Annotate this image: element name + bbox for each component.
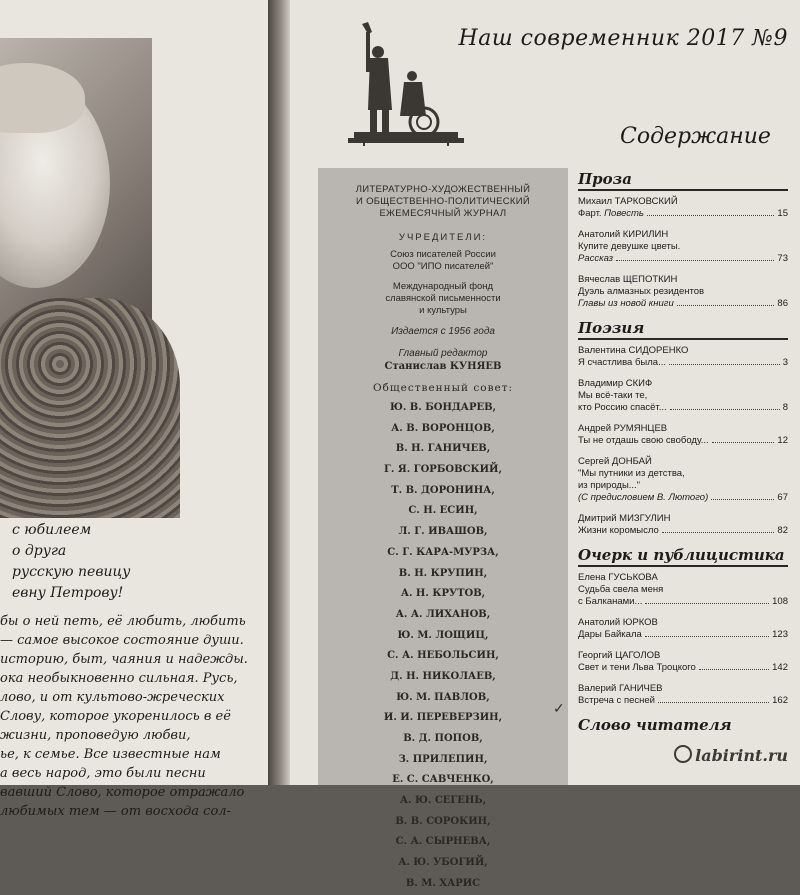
toc-line [578, 492, 788, 504]
dedication-text [0, 520, 240, 604]
toc-entry [578, 196, 788, 220]
article-body [0, 612, 250, 821]
council-member: И. И. ПЕРЕВЕРЗИН, [383, 712, 503, 724]
council-member: В. В. СОРОКИН, [395, 815, 491, 827]
table-of-contents [578, 170, 788, 740]
toc-author: Дмитрий МИЗГУЛИН [578, 513, 671, 524]
watermark [674, 745, 788, 765]
leader-dots [669, 364, 780, 365]
description-line: И ОБЩЕСТВЕННО-ПОЛИТИЧЕСКИЙ [356, 196, 530, 207]
description-line: ЛИТЕРАТУРНО-ХУДОЖЕСТВЕННЫЙ [355, 184, 531, 195]
toc-page: 86 [777, 298, 788, 309]
toc-entry [578, 683, 788, 707]
toc-page: 123 [772, 629, 788, 640]
toc-genre: Повесть [604, 208, 644, 219]
toc-entry [578, 650, 788, 674]
description-line: ЕЖЕМЕСЯЧНЫЙ ЖУРНАЛ [379, 208, 507, 219]
watermark-text: labirint.ru [695, 746, 788, 765]
book-gutter [268, 0, 290, 785]
portrait-hair [0, 63, 85, 133]
body-line: любимых тем — от восхода сол- [0, 804, 231, 819]
toc-line [578, 695, 788, 707]
toc-entry [578, 513, 788, 537]
council-member: З. ПРИЛЕПИН, [398, 753, 488, 765]
journal-title: Наш современник 2017 №9 [458, 26, 788, 51]
body-line: а весь народ, это были песни [0, 766, 206, 781]
founders-label: УЧРЕДИТЕЛИ: [398, 232, 488, 243]
toc-title: Свет и тени Льва Троцкого [578, 662, 696, 673]
body-line: бы о ней петь, её любить, любить [0, 614, 246, 629]
toc-title: Ты не отдашь свою свободу... [578, 435, 709, 446]
council-member: С. А. СЫРНЕВА, [395, 836, 491, 848]
council-member: Л. Г. ИВАШОВ, [398, 526, 488, 538]
contents-title: Содержание [620, 124, 771, 149]
council-member: Е. С. САВЧЕНКО, [392, 774, 494, 786]
toc-line [578, 629, 788, 641]
toc-author: Валерий ГАНИЧЕВ [578, 683, 663, 694]
toc-line [578, 208, 788, 220]
toc-author: Михаил ТАРКОВСКИЙ [578, 196, 678, 207]
fund-line: славянской письменности [385, 293, 501, 304]
body-line: жизни, проповедую любви, [0, 728, 191, 743]
left-page [0, 0, 268, 819]
toc-author: Анатолий ЮРКОВ [578, 617, 658, 628]
section-heading-poetry: Поэзия [578, 319, 788, 340]
toc-title: с Балканами... [578, 596, 643, 607]
council-member: А. Н. КРУТОВ, [400, 588, 486, 600]
body-line: — самое высокое состояние души. [0, 633, 244, 648]
body-line: историю, быт, чаяния и надежды. [0, 652, 248, 667]
council-member: Т. В. ДОРОНИНА, [391, 484, 495, 496]
toc-line [578, 357, 788, 369]
leader-dots [645, 636, 769, 637]
dedication-line: о друга [12, 543, 67, 559]
body-line: лово, и от культово-жреческих [0, 690, 225, 705]
council-member: А. В. ВОРОНЦОВ, [391, 422, 495, 434]
council-member: В. Н. КРУПИН, [398, 567, 488, 579]
council-member: С. Н. ЕСИН, [408, 505, 478, 517]
toc-line [578, 596, 788, 608]
toc-title: из природы..." [578, 480, 641, 491]
toc-page: 12 [777, 435, 788, 446]
toc-genre: Главы из новой книги [578, 298, 674, 309]
toc-line [578, 298, 788, 310]
toc-title: Дуэль алмазных резидентов [578, 286, 705, 297]
leader-dots [677, 305, 775, 306]
toc-page: 15 [777, 208, 788, 219]
leader-dots [645, 603, 769, 604]
toc-title: Я счастлива была... [578, 357, 666, 368]
toc-line [578, 662, 788, 674]
body-line: ока необыкновенно сильная. Русь, [0, 671, 238, 686]
council-list [318, 398, 568, 895]
toc-entry [578, 456, 788, 504]
council-label: Общественный совет: [372, 382, 514, 394]
singer-portrait [0, 38, 152, 496]
toc-page: 73 [777, 253, 788, 264]
section-heading-reader: Слово читателя [578, 716, 732, 734]
body-line: вавший Слово, которое отражало [0, 785, 245, 800]
council-member: Ю. М. ЛОЩИЦ, [397, 629, 489, 641]
toc-title: Купите девушке цветы. [578, 241, 681, 252]
toc-author: Владимир СКИФ [578, 378, 653, 389]
toc-entry [578, 617, 788, 641]
toc-title: кто Россию спасёт... [578, 402, 667, 413]
toc-line [578, 253, 788, 265]
toc-entry [578, 274, 788, 310]
council-member: В. Н. ГАНИЧЕВ, [395, 443, 491, 455]
toc-title: Жизни коромысло [578, 525, 659, 536]
toc-entry [578, 423, 788, 447]
editor-label: Главный редактор [398, 348, 488, 359]
editor-name: Станислав КУНЯЕВ [384, 361, 502, 372]
journal-description [318, 184, 568, 220]
toc-line [578, 402, 788, 414]
toc-author: Георгий ЦАГОЛОВ [578, 650, 661, 661]
toc-author: Валентина СИДОРЕНКО [578, 345, 689, 356]
council-member: С. Г. КАРА-МУРЗА, [387, 546, 499, 558]
toc-author: Андрей РУМЯНЦЕВ [578, 423, 668, 434]
toc-title: Дары Байкала [578, 629, 642, 640]
toc-title: Фарт. [578, 208, 605, 219]
toc-author: Вячеслав ЩЕПОТКИН [578, 274, 678, 285]
founder-item: ООО "ИПО писателей" [392, 261, 494, 272]
masthead-box [318, 168, 568, 889]
toc-page: 67 [777, 492, 788, 503]
toc-genre: (С предисловием В. Лютого) [578, 492, 709, 503]
council-member: Ю. М. ПАВЛОВ, [396, 691, 490, 703]
since-text: Издается с 1956 года [391, 326, 495, 337]
toc-genre: Рассказ [578, 253, 614, 264]
council-member: В. Д. ПОПОВ, [403, 733, 483, 744]
pencil-checkmark-icon: ✓ [553, 700, 565, 716]
toc-page: 82 [777, 525, 788, 536]
dedication-line: с юбилеем [12, 522, 92, 538]
fund-line: и культуры [419, 305, 467, 316]
leader-dots [711, 499, 774, 500]
toc-author: Сергей ДОНБАЙ [578, 456, 652, 467]
toc-line [578, 435, 788, 447]
toc-title: Мы всё-таки те, [578, 390, 648, 401]
toc-title: Судьба свела меня [578, 584, 664, 595]
council-member: А. А. ЛИХАНОВ, [395, 608, 491, 620]
toc-title: Встреча с песней [578, 695, 655, 706]
fund-line: Международный фонд [392, 281, 494, 292]
toc-entry [578, 345, 788, 369]
toc-author: Анатолий КИРИЛИН [578, 229, 669, 240]
leader-dots [658, 702, 769, 703]
founders-list [318, 249, 568, 273]
council-member: С. А. НЕБОЛЬСИН, [387, 650, 499, 662]
section-heading-prose: Проза [578, 170, 788, 191]
council-member: А. Ю. УБОГИЙ, [398, 857, 488, 869]
toc-entry [578, 229, 788, 265]
toc-page: 3 [782, 357, 788, 368]
minin-pozharsky-monument-icon [348, 18, 468, 146]
toc-entry [578, 378, 788, 414]
leader-dots [616, 260, 774, 261]
leader-dots [662, 532, 775, 533]
leader-dots [670, 409, 780, 410]
body-line: ье, к семье. Все известные нам [0, 747, 221, 762]
toc-author: Елена ГУСЬКОВА [578, 572, 658, 583]
toc-page: 142 [772, 662, 788, 673]
labirint-logo-icon [674, 745, 692, 763]
council-member: А. Ю. СЕГЕНЬ, [399, 795, 487, 807]
council-member: Д. Н. НИКОЛАЕВ, [390, 670, 496, 682]
council-member: В. М. ХАРИС [405, 877, 481, 889]
toc-page: 108 [772, 596, 788, 607]
council-member: Г. Я. ГОРБОВСКИЙ, [384, 464, 502, 476]
section-heading-essays: Очерк и публицистика [578, 546, 788, 567]
toc-page: 162 [772, 695, 788, 706]
toc-entry [578, 572, 788, 608]
portrait-shawl [0, 298, 180, 518]
toc-page: 8 [782, 402, 788, 413]
leader-dots [699, 669, 769, 670]
council-member: Ю. В. БОНДАРЕВ, [389, 402, 497, 413]
fund-text [318, 281, 568, 317]
right-page [290, 0, 800, 889]
leader-dots [712, 442, 775, 443]
toc-line [578, 525, 788, 537]
dedication-line: евну Петрову! [12, 585, 124, 601]
body-line: Слову, которое укоренилось в её [0, 709, 231, 724]
leader-dots [647, 215, 774, 216]
founder-item: Союз писателей России [390, 249, 496, 260]
dedication-line: русскую певицу [12, 564, 131, 580]
toc-title: "Мы путники из детства, [578, 468, 685, 479]
